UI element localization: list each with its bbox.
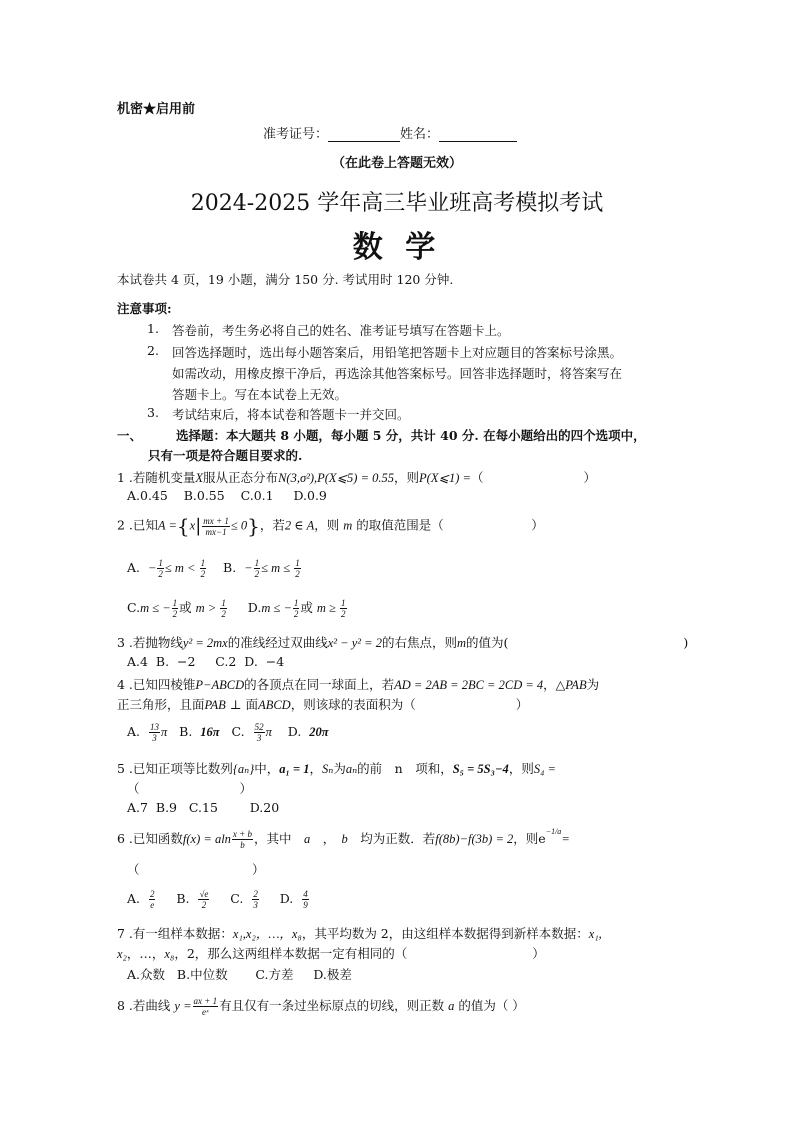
q8-text: 8 .若曲线 (117, 998, 171, 1013)
q5-text: ，则 (508, 761, 534, 776)
secret-label: 机密★启用前 (117, 102, 196, 117)
notice-item-2 (147, 343, 623, 360)
q7-text: ，…， (126, 946, 165, 961)
q1-text: ，则 (394, 470, 420, 485)
q4-face: PAB (204, 698, 226, 712)
q7-x1: x₁, (588, 927, 602, 941)
question-7-line1 (117, 924, 602, 942)
q5-sn: Sₙ (322, 762, 334, 776)
q1-text: 服从正态分布 (203, 470, 279, 485)
q7-text: 7 .有一组样本数据： (117, 926, 233, 941)
q2-option-b-label: B. (223, 560, 237, 575)
question-1-options: A.0.45 B.0.55 C.0.1 D.0.9 (127, 488, 327, 503)
exam-id-label: 准考证号： (263, 127, 329, 142)
q3-text: 的准线经过双曲线 (227, 635, 328, 650)
q1-distribution: N(3,σ²),P(X⩽5) = 0.55 (278, 471, 395, 485)
q6-e: e (538, 831, 546, 846)
invalid-note: （在此卷上答题无效） (331, 156, 462, 171)
q5-condition: S₅ = 5S₃−4 (452, 762, 509, 776)
q6-exponent: −1/a (545, 826, 562, 836)
q6-option-a-label: A. (127, 891, 141, 906)
q3-answer-paren: 的值为( ) (466, 635, 689, 650)
q4-text: 面 (245, 697, 259, 712)
q7-text: ，其平均数为 2，由这组样本数据得到新样本数据： (301, 926, 589, 941)
q5-text: 中， (254, 761, 280, 776)
question-7-line2 (117, 944, 545, 962)
q4-option-d: 20π (309, 725, 329, 739)
name-blank[interactable] (439, 127, 517, 142)
q6-var-a: a (304, 832, 311, 846)
q6-eq: = (561, 832, 570, 846)
q3-text: 3 .若抛物线 (117, 635, 183, 650)
q6-text: 均为正数．若 (347, 831, 436, 846)
q4-triangle: PAB (565, 678, 587, 692)
notice-title: 注意事项: (117, 301, 172, 316)
q2-text: 2 .已知 (117, 517, 158, 533)
notice-num: 1. (147, 321, 159, 336)
q1-ask: P(X⩽1) = (419, 471, 471, 485)
notice-item-1 (147, 321, 510, 338)
q4-option-a-label: A. (127, 724, 141, 739)
q2-membership: 2 ∈ A (284, 518, 315, 533)
question-4-line2 (117, 695, 528, 713)
q4-option-b: 16π (200, 725, 220, 739)
question-2-options-cd: C.m ≤ − $\frac{1}{2}$ 或 m > $\frac{1}{2}$ D.m ≤ − $\frac{1}{2}$ 或 m ≥ $\frac{1}{2}$ (127, 598, 346, 619)
notice-num: 2. (147, 343, 159, 358)
q6-text: 6 .已知函数 (117, 831, 183, 846)
q8-text: 有且仅有一条过坐标原点的切线，则正数 (219, 998, 445, 1013)
q2-text: ，则 (314, 517, 340, 533)
q4-face2: ABCD (258, 698, 291, 712)
q7-answer-paren: ，2，那么这两组样本数据一定有相同的（ ） (174, 946, 545, 961)
q6-option-c-label: C. (230, 891, 244, 906)
question-8-stem: 8 .若曲线 y = $\frac{ax + 1}{\text{eˣ}}$ 有且仅有一条过坐标原点的切线，则正数 a 的值为（ ） (117, 996, 525, 1017)
q2-cond: ≤ 0 (230, 518, 248, 533)
q3-parabola: y² = 2mx (182, 636, 228, 650)
question-5-options: A.7 B.9 C.15 D.20 (127, 800, 280, 815)
question-4-options: A. $\frac{13}{3}$ π B. 16π C. $\frac{52}{3}$ π D. 20π (127, 722, 329, 743)
q2-or: 或 (179, 600, 192, 615)
q5-text: 为 (333, 761, 346, 776)
question-6-stem: 6 .已知函数f(x) = aln $\frac{x + b}{b}$ ，其中 a ， b 均为正数．若f(8b)−f(3b) = 2，则$e^{-1/a}=$ (117, 826, 570, 850)
question-7-options: A.众数 B.中位数 C.方差 D.极差 (127, 967, 352, 982)
q4-answer-paren: ，则该球的表面积为（ ） (290, 697, 529, 712)
notice-text: 回答选择题时，选出每小题答案后，用铅笔把答题卡上对应题目的答案标号涂黑。 (172, 345, 623, 360)
section-number: 一、 (117, 428, 143, 443)
question-3-options: A.4 B. −2 C.2 D. −4 (127, 654, 285, 669)
q4-perp: ⊥ (229, 697, 242, 712)
q1-var: X (195, 471, 204, 485)
subject-title: 数 学 (352, 230, 442, 265)
q2-bar: | (195, 515, 202, 537)
q4-text: ，△ (543, 677, 566, 692)
q7-data: x₁,x₂，…，x₈ (232, 927, 302, 941)
q4-option-c-label: C. (231, 724, 245, 739)
q3-text: 的右焦点，则 (381, 635, 457, 650)
q2-var: m (343, 518, 353, 533)
q5-text: 5 .已知正项等比数列 (117, 761, 233, 776)
q5-seq: {aₙ} (232, 762, 255, 776)
q4-text: 为 (586, 677, 600, 692)
q5-an: aₙ (345, 762, 358, 776)
q2-text: ，若 (259, 517, 285, 533)
q2-option-a-label: A. (127, 560, 141, 575)
exam-id-blank[interactable] (328, 127, 400, 142)
section-heading-line1: 选择题：本大题共 8 小题，每小题 5 分，共计 40 分. 在每小题给出的四个选项中， (176, 428, 646, 443)
notice-item-2-line2: 如需改动，用橡皮擦干净后，再选涂其他答案标号。回答非选择题时，将答案写在 (172, 366, 623, 381)
question-2-options-ab: A. − $\frac{1}{2}$ ≤ m < $\frac{1}{2}$ B. − $\frac{1}{2}$ ≤ m ≤ $\frac{1}{2}$ (127, 558, 300, 579)
q4-equation: AD = 2AB = 2BC = 2CD = 4 (394, 678, 544, 692)
q6-text: ， (310, 831, 342, 846)
q2-text: 的取值范围是（ ） (356, 517, 544, 533)
notice-text: 考试结束后，将本试卷和答题卡一并交回。 (172, 407, 410, 422)
q5-text: 的前 n 项和， (357, 761, 453, 776)
q5-a1: a₁ = 1 (279, 762, 310, 776)
notice-item-3 (147, 405, 410, 422)
q3-hyperbola: x² − y² = 2 (327, 636, 382, 650)
q1-text: 1 .若随机变量 (117, 470, 196, 485)
q8-y: y = (174, 999, 192, 1013)
q6-text: ，则 (513, 831, 539, 846)
q4-pyramid: P−ABCD (195, 678, 245, 692)
q4-text: 4 .已知四棱锥 (117, 677, 196, 692)
exam-id-row (263, 123, 517, 142)
notice-num: 3. (147, 405, 159, 420)
question-5-stem (117, 759, 556, 777)
q2-set: A = (157, 518, 177, 533)
question-4-line1 (117, 675, 599, 693)
q2-option-d-label: D. (247, 600, 262, 615)
notice-text: 答卷前，考生务必将自己的姓名、准考证号填写在答题卡上。 (172, 323, 510, 338)
q7-x8: x₈ (164, 947, 175, 961)
q8-answer-paren: 的值为（ ） (458, 998, 525, 1013)
name-label: 姓名： (400, 127, 440, 142)
q2-brace-right: } (247, 514, 260, 538)
q3-var: m (456, 636, 466, 650)
q7-x2: x₂ (117, 947, 127, 961)
q6-option-d-label: D. (279, 891, 294, 906)
q6-var-b: b (341, 832, 348, 846)
notice-item-2-line3: 答题卡上。写在本试卷上无效。 (172, 387, 348, 402)
q2-or: 或 (300, 600, 313, 615)
q6-text: ，其中 (254, 831, 305, 846)
question-5-paren: （ ） (127, 781, 253, 796)
q2-brace-left: { (176, 514, 190, 538)
q4-text: 的各顶点在同一球面上，若 (244, 677, 395, 692)
exam-title: 2024-2025 学年高三毕业班高考模拟考试 (190, 191, 604, 216)
q8-var-a: a (448, 999, 455, 1013)
q1-answer-paren: （ ） (470, 470, 596, 485)
question-6-options: A. $\frac{2}{e}$ B. $\frac{√e}{2}$ C. $\frac{2}{3}$ D. $\frac{4}{9}$ (127, 889, 308, 910)
q5-ask: S₄ = (533, 762, 556, 776)
question-3-stem (117, 633, 688, 651)
q4-text: 正三角形，且面 (117, 697, 205, 712)
q6-option-b-label: B. (176, 891, 190, 906)
section-heading-line2: 只有一项是符合题目要求的. (148, 448, 303, 463)
question-1-stem (117, 468, 596, 486)
q4-option-b-label: B. (179, 724, 193, 739)
question-6-paren: （ ） (127, 862, 265, 877)
q2-fraction: $\frac{mx + 1}{mx-1}$ (203, 515, 229, 537)
q2-option-c-label: C. (127, 600, 141, 615)
q6-condition: f(8b)−f(3b) = 2 (435, 832, 514, 846)
q4-option-d-label: D. (287, 724, 302, 739)
exam-info: 本试卷共 4 页，19 小题，满分 150 分. 考试用时 120 分钟. (117, 272, 454, 287)
q5-text: ， (309, 761, 322, 776)
question-2-stem: 2 .已知A ={x| $\frac{mx + 1}{mx-1}$ ≤ 0}，若2 ∈ A，则 m 的取值范围是（ ） (117, 514, 544, 538)
q6-function: f(x) = aln (182, 832, 231, 846)
